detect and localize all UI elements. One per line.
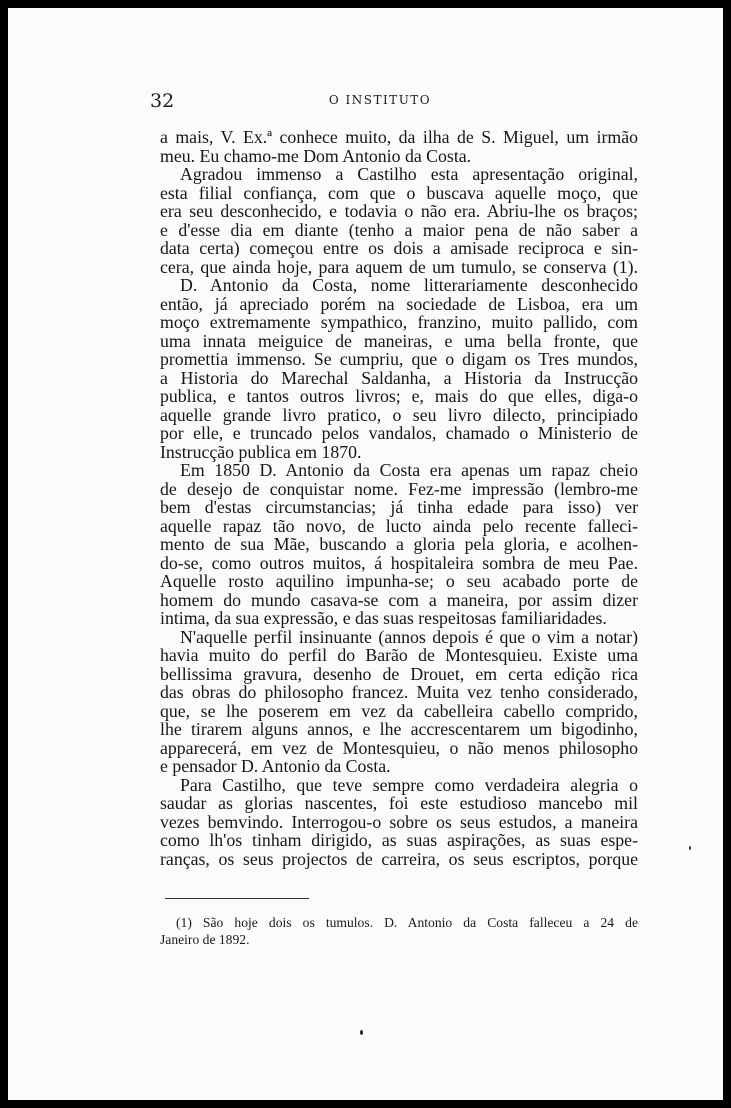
text-line: que, se lhe poserem em vez da cabelleira cabello comprido,	[160, 700, 638, 721]
text-line: como lh'os tinham dirigido, as suas aspirações, as suas espe-	[160, 830, 638, 850]
text-line: vezes bemvindo. Interrogou-o sobre os seus estudos, a maneira	[160, 811, 638, 832]
text-line: meu. Eu chamo-me Dom Antonio da Costa.	[160, 145, 472, 166]
text-line: mento de sua Mãe, buscando a gloria pela gloria, e acolhen-	[160, 534, 638, 554]
text-line: do-se, como outros muitos, á hospitaleira sombra de meu Pae.	[160, 552, 638, 573]
text-line: cera, que ainda hoje, para aquem de um tumulo, se conserva (1).	[160, 256, 638, 277]
text-line: Em 1850 D. Antonio da Costa era apenas um rapaz cheio	[180, 460, 638, 480]
text-line: a Historia do Marechal Saldanha, a Historia da Instrucção	[160, 367, 638, 388]
text-line: apparecerá, em vez de Montesquieu, o não menos philosopho	[160, 737, 638, 758]
text-line: lhe tirarem alguns annos, e lhe accrescentarem um bigodinho,	[160, 719, 638, 739]
text-line: por elle, e truncado pelos vandalos, chamado o Ministerio de	[160, 423, 638, 443]
text-line: aquelle rapaz tão novo, de lucto ainda pelo recente falleci-	[160, 515, 638, 536]
text-line: era seu desconhecido, e todavia o não era. Abriu-lhe os braços;	[160, 201, 638, 221]
text-line: e d'esse dia em diante (tenho a maior pena de não saber a	[160, 219, 638, 240]
text-line: das obras do philosopho francez. Muita vez tenho considerado,	[160, 682, 638, 702]
text-line: Para Castilho, que teve sempre como verdadeira alegria o	[180, 774, 638, 795]
footnote-divider	[165, 898, 309, 899]
text-line: D. Antonio da Costa, nome litterariamente desconhecido	[180, 275, 638, 295]
footnotes	[160, 914, 638, 948]
text-line: e pensador D. Antonio da Costa.	[160, 756, 391, 776]
footnote-line: (1) São hoje dois os tumulos. D. Antonio da Costa falleceu a 24 de	[176, 915, 638, 930]
text-line: bellissima gravura, desenho de Drouet, em certa edição rica	[160, 663, 638, 684]
text-line: de desejo de conquistar nome. Fez-me impressão (lembro-me	[160, 478, 638, 499]
book-page	[8, 8, 723, 1100]
ink-speck	[360, 1030, 363, 1035]
text-line: Agradou immenso a Castilho esta apresentação original,	[180, 164, 638, 184]
footnote-line: Janeiro de 1892.	[160, 932, 250, 947]
ink-speck	[689, 846, 691, 850]
text-line: saudar as glorias nascentes, foi este estudioso mancebo mil	[160, 793, 638, 813]
text-line: data certa) começou entre os dois a amisade reciproca e sin-	[160, 238, 638, 258]
text-line: intima, da sua expressão, e das suas respeitosas familiaridades.	[160, 608, 607, 628]
page-header	[150, 90, 610, 112]
text-line: aquelle grande livro pratico, o seu livro dilecto, principiado	[160, 404, 638, 425]
text-line: moço extremamente sympathico, franzino, muito pallido, com	[160, 312, 638, 332]
text-line: bem d'estas circumstancias; já tinha edade para isso) ver	[160, 497, 638, 517]
text-line: Aquelle rosto aquilino impunha-se; o seu acabado porte de	[160, 571, 638, 591]
text-line: publica, e tantos outros livros; e, mais do que elles, diga-o	[160, 386, 638, 406]
text-line: esta filial confiança, com que o buscava aquelle moço, que	[160, 182, 638, 203]
text-line: a mais, V. Ex.ª conhece muito, da ilha de S. Miguel, um irmão	[160, 127, 638, 147]
text-line: então, já apreciado porém na sociedade de Lisboa, era um	[160, 293, 638, 314]
text-line: havia muito do perfil do Barão de Montesquieu. Existe uma	[160, 645, 638, 665]
text-line: Instrucção publica em 1870.	[160, 441, 362, 462]
page-number: 32	[150, 90, 175, 112]
running-head: O INSTITUTO	[328, 93, 432, 107]
text-line: homem do mundo casava-se com a maneira, por assim dizer	[160, 589, 638, 610]
text-line: uma innata meiguice de maneiras, e uma bella fronte, que	[160, 330, 638, 351]
body-text	[160, 128, 638, 868]
text-line: N'aquelle perfil insinuante (annos depois é que o vim a notar)	[180, 626, 638, 647]
text-line: promettia immenso. Se cumpriu, que o digam os Tres mundos,	[160, 349, 638, 369]
text-line: ranças, os seus projectos de carreira, os seus escriptos, porque	[160, 848, 638, 869]
